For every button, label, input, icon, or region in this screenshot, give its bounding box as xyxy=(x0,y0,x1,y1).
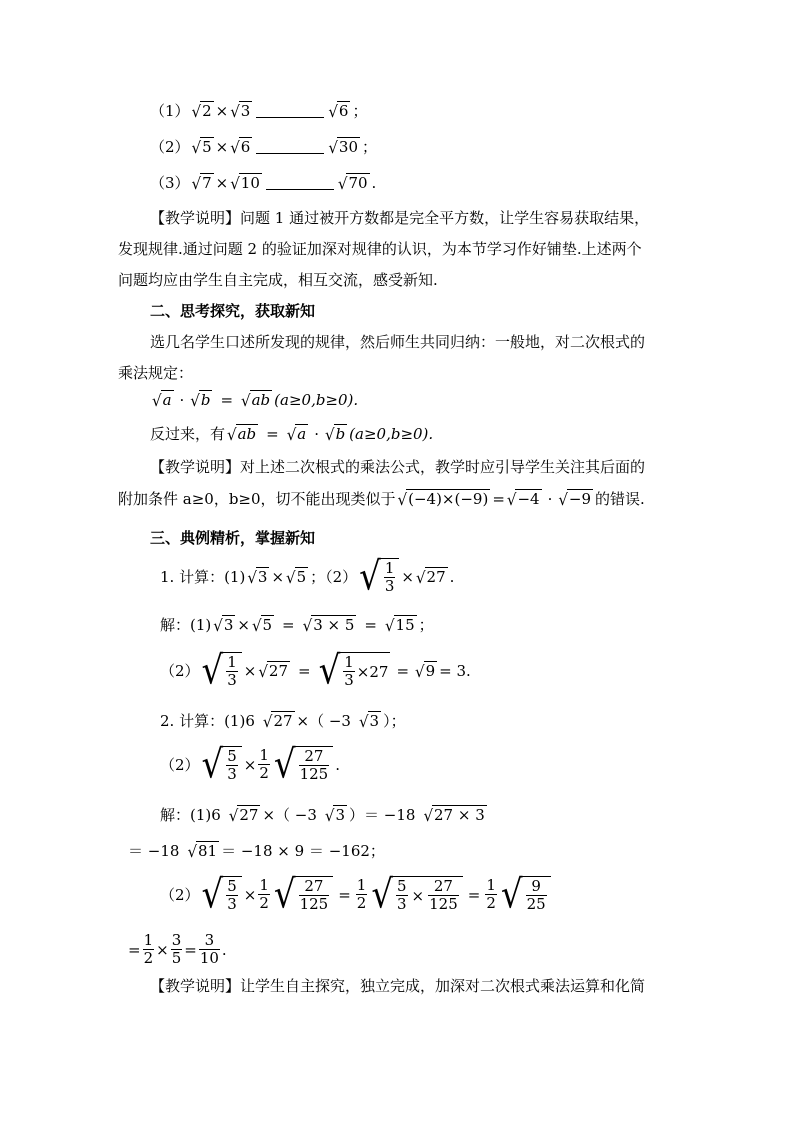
note3-line-1: 【教学说明】让学生自主探究，独立完成，加深对二次根式乘法运算和化简 xyxy=(150,977,646,995)
radical: √ 27 xyxy=(415,568,446,588)
sec2-para-1: 选几名学生口述所发现的规律，然后师生共同归纳：一般地，对二次根式的 xyxy=(150,333,646,351)
radical: √ 6 xyxy=(230,138,251,158)
example-2b: （2） √ $\frac{5}{3}$ × $\frac{1}{2}$ √ $\frac{27}{125}$ . xyxy=(160,741,340,788)
section-2-heading: 二、思考探究，获取新知 xyxy=(150,302,316,320)
solution-2a: 解：(1)6 √ 27 ×（ −3 √ 3 ）＝ −18 √ 27 × 3 xyxy=(160,806,485,826)
radical-fraction: √ $\frac{1}{3}$ xyxy=(202,652,242,689)
radical-fraction: √ $\frac{5}{3}$ xyxy=(202,876,242,913)
radical: √ 2 xyxy=(191,102,212,122)
radical: √ 7 xyxy=(191,174,212,194)
radical: √ 5 xyxy=(191,138,212,158)
radical: √ −4 xyxy=(506,490,540,510)
solution-2d: = $\frac{1}{2}$ × $\frac{3}{5}$ = $\frac{3}{10}$ . xyxy=(128,931,227,967)
radical: √ 6 xyxy=(328,102,349,122)
radical-fraction: √ $\frac{1}{3}$ ×27 xyxy=(318,647,389,694)
radical: √ −9 xyxy=(558,490,592,510)
radical-fraction: √ $\frac{9}{25}$ xyxy=(501,876,551,913)
solution-2c: （2） √ $\frac{5}{3}$ × $\frac{1}{2}$ √ $\frac{27}{125}$ = $\frac{1}{2}$ √ $\frac{5}{3}$ × $\frac{27}{125}$ = $\frac{1}{2}$ √ $\frac{9}{25}$ xyxy=(160,876,553,913)
solution-1a: 解：(1) √ 3 × √ 5 = √ 3 × 5 = √ 15 ； xyxy=(160,615,434,636)
radical: √ 3 xyxy=(230,102,251,122)
radical: √ 15 xyxy=(384,616,415,636)
radical: √ 10 xyxy=(230,174,260,194)
radical: √ ab xyxy=(227,425,257,445)
radical: √ 5 xyxy=(251,616,273,636)
radical: √ 9 xyxy=(415,662,436,682)
radical: √ ab xyxy=(241,391,271,411)
q1-line-1: （1） √ 2 × √ 3 √ 6 ； xyxy=(150,101,368,122)
note1-line-3: 问题均应由学生自主完成，相互交流，感受新知. xyxy=(118,271,438,289)
radical: √ 81 xyxy=(187,842,218,862)
radical: √ 3 xyxy=(358,712,380,732)
radical: √ 30 xyxy=(328,138,358,158)
radical: √ 3 xyxy=(247,568,268,588)
radical-fraction: √ $\frac{1}{3}$ xyxy=(359,558,399,595)
radical: √ 27 xyxy=(262,712,293,732)
answer-blank[interactable] xyxy=(266,175,334,190)
example-1: 1. 计算：(1) √ 3 × √ 5 ；（2） √ $\frac{1}{3}$ × √ 27 . xyxy=(160,553,455,600)
radical: √ 3 xyxy=(324,806,346,826)
radical: √ 27 xyxy=(228,806,259,826)
radical-fraction: √ $\frac{27}{125}$ xyxy=(274,746,333,783)
answer-blank[interactable] xyxy=(256,139,324,154)
q1-line-3: （3） √ 7 × √ 10 √ 70 . xyxy=(150,173,377,194)
radical: √ 3 × 5 xyxy=(302,616,355,636)
solution-2b: ＝ −18 √ 81 ＝ −18 × 9 ＝ −162； xyxy=(128,842,385,862)
radical: √ a xyxy=(152,391,172,411)
formula-2: 反过来，有 √ ab = √ a · √ b (a≥0,b≥0). xyxy=(150,424,434,445)
radical: √ 5 xyxy=(286,568,307,588)
radical: √ a xyxy=(286,425,307,445)
radical: √ b xyxy=(325,425,346,445)
radical: √ 27 × 3 xyxy=(423,806,485,826)
radical-fraction: √ $\frac{5}{3}$ × $\frac{27}{125}$ xyxy=(371,876,462,913)
sec2-para-2: 乘法规定： xyxy=(118,364,194,382)
note1-line-1: 【教学说明】问题 1 通过被开方数都是完全平方数，让学生容易获取结果， xyxy=(150,209,650,227)
answer-blank[interactable] xyxy=(256,103,324,118)
note2-line-2: 附加条件 a≥0，b≥0，切不能出现类似于 √ (−4)×(−9) = √ −4 · √ −9 的错误. xyxy=(118,489,645,510)
q1-line-2: （2） √ 5 × √ 6 √ 30 ； xyxy=(150,137,378,158)
radical: √ 70 xyxy=(337,174,368,194)
solution-1b: （2） √ $\frac{1}{3}$ × √ 27 = √ $\frac{1}{3}$ ×27 = √ 9 = 3. xyxy=(160,647,471,694)
note2-line-1: 【教学说明】对上述二次根式的乘法公式，教学时应引导学生关注其后面的 xyxy=(150,458,646,476)
radical: √ 3 xyxy=(213,616,234,636)
formula-1: √ a · √ b = √ ab (a≥0,b≥0). xyxy=(152,390,359,411)
example-2a: 2. 计算：(1)6 √ 27 ×（ −3 √ 3 ）； xyxy=(160,712,406,732)
radical: √ (−4)×(−9) xyxy=(397,490,489,510)
section-3-heading: 三、典例精析，掌握新知 xyxy=(150,529,316,547)
radical: √ 27 xyxy=(258,662,288,682)
radical-fraction: √ $\frac{5}{3}$ xyxy=(202,746,242,783)
radical: √ b xyxy=(190,391,211,411)
note1-line-2: 发现规律.通过问题 2 的验证加深对规律的认识，为本节学习作好铺垫.上述两个 xyxy=(118,240,642,258)
radical-fraction: √ $\frac{27}{125}$ xyxy=(274,876,333,913)
